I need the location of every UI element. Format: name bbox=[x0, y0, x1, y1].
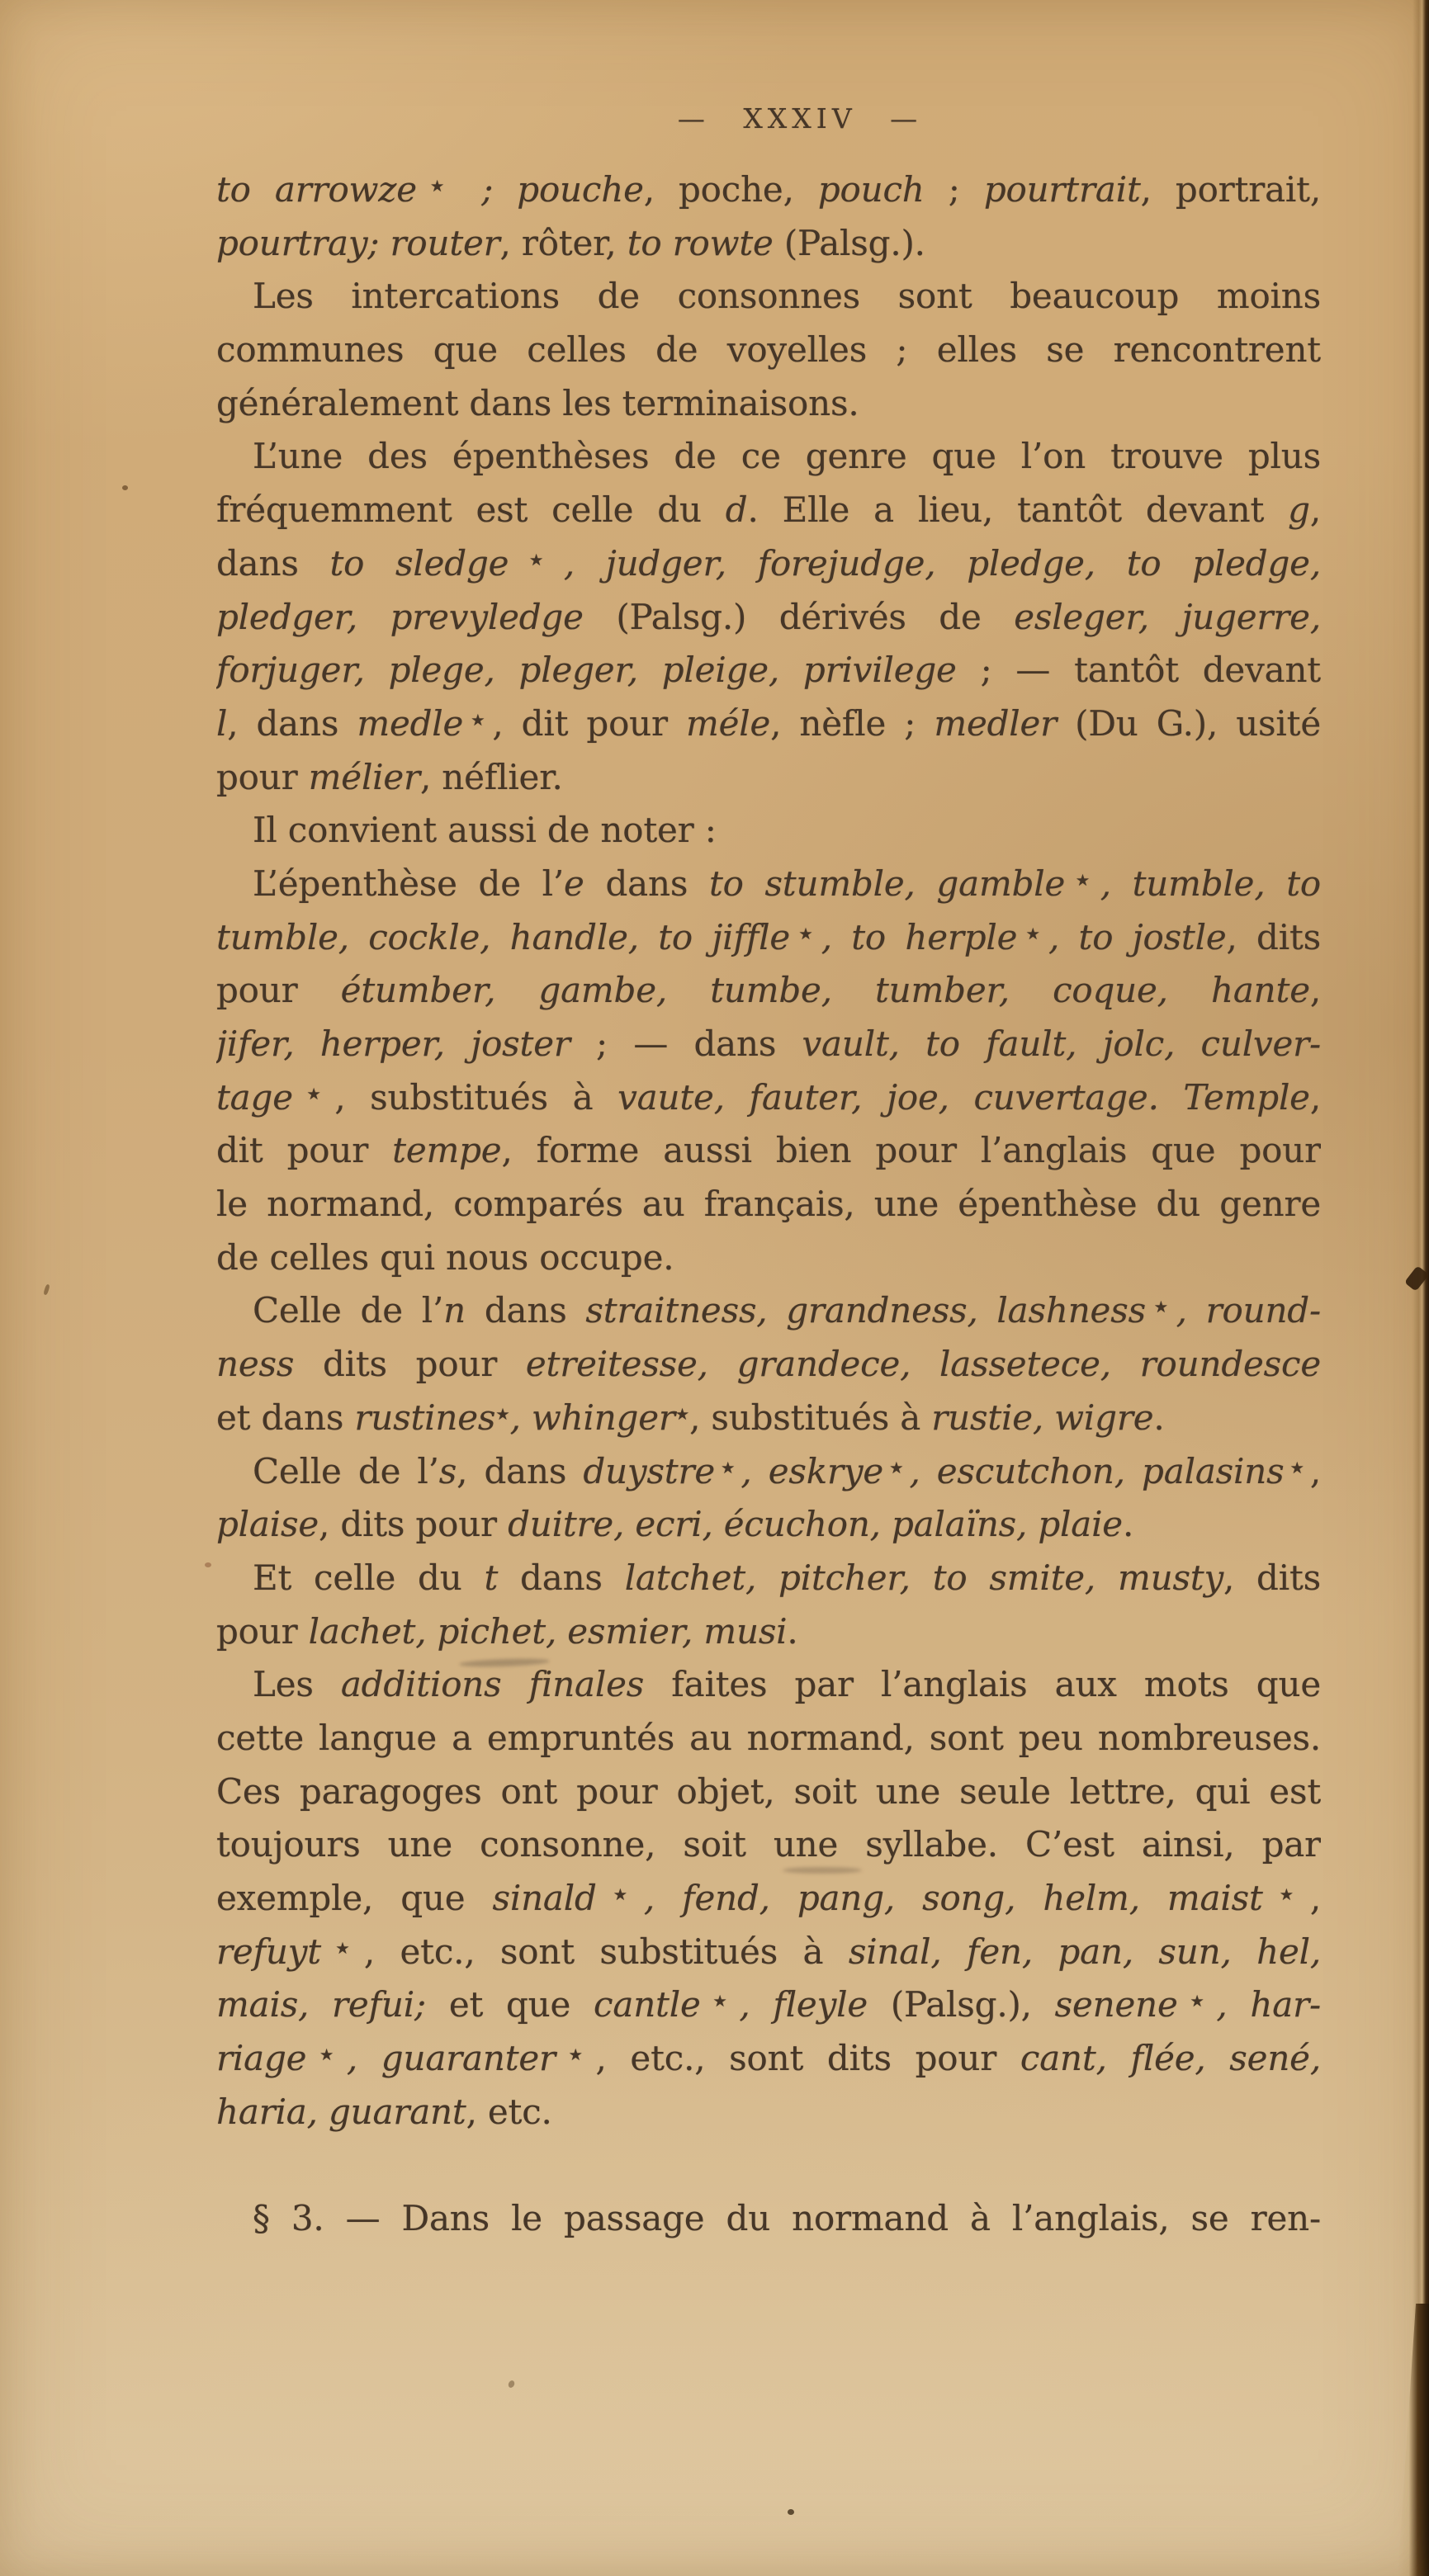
text-segment: esleger, jugerre, bbox=[1014, 596, 1321, 637]
text-segment: , to herple bbox=[821, 916, 1018, 957]
text-segment: jifer, herper, joster bbox=[216, 1023, 570, 1064]
text-segment: medler bbox=[934, 702, 1058, 744]
asterisk-star: ★ bbox=[1017, 924, 1049, 943]
text-line bbox=[216, 1178, 1321, 1231]
text-segment: vaute, fauter, joe, cuvertage. Temple bbox=[617, 1076, 1310, 1118]
text-segment: Ces paragoges ont pour objet, soit une seule lettre, qui est bbox=[216, 1770, 1321, 1812]
paragraph bbox=[216, 1552, 1321, 1658]
text-segment: senene bbox=[1054, 1984, 1178, 2025]
asterisk-star: ★ bbox=[596, 1885, 644, 1905]
asterisk-star: ★ bbox=[883, 1458, 910, 1477]
ink-speck bbox=[788, 2509, 794, 2515]
text-segment: méle bbox=[685, 702, 771, 744]
text-segment: to stumble, gamble bbox=[708, 863, 1066, 904]
text-segment: , guaranter bbox=[346, 2038, 556, 2079]
asterisk-star: ★ bbox=[292, 1084, 335, 1104]
text-line bbox=[216, 217, 1321, 271]
text-segment: rustines bbox=[354, 1397, 496, 1438]
text-segment: additions finales bbox=[340, 1664, 645, 1705]
text-segment: lachet, pichet, esmier, musi bbox=[308, 1610, 788, 1652]
text-segment: , judger, forejudge, pledge, to pledge, bbox=[563, 542, 1321, 584]
text-segment: , bbox=[1309, 1450, 1321, 1491]
text-segment: , dits pour bbox=[319, 1504, 509, 1545]
text-segment: fréquemment est celle du bbox=[216, 489, 726, 531]
text-segment: g bbox=[1288, 489, 1310, 531]
text-segment: mélier bbox=[308, 756, 420, 797]
text-segment: , poche, bbox=[643, 169, 818, 210]
page-number-header: — XXXIV — bbox=[677, 102, 923, 135]
text-segment: , rôter, bbox=[499, 222, 627, 263]
text-segment: , dit pour bbox=[492, 702, 686, 744]
text-line bbox=[216, 430, 1321, 484]
text-segment: tumble, cockle, handle, to jiffle bbox=[216, 916, 790, 957]
text-segment: , etc., sont dits pour bbox=[595, 2038, 1020, 2079]
text-segment: et que bbox=[425, 1984, 594, 2025]
text-segment: Il convient aussi de noter : bbox=[253, 810, 717, 851]
text-line bbox=[216, 2192, 1321, 2246]
text-segment: cantle bbox=[594, 1984, 701, 2025]
text-line bbox=[216, 1445, 1321, 1499]
book-edge-corner-shadow bbox=[1398, 2304, 1429, 2576]
text-segment: , substitués à bbox=[689, 1397, 932, 1438]
text-line bbox=[216, 697, 1321, 751]
text-segment: , dans bbox=[457, 1450, 584, 1491]
asterisk-star: ★ bbox=[509, 550, 564, 570]
text-segment: étumber, gambe, tumbe, tumber, coque, hante bbox=[340, 970, 1310, 1011]
text-segment: L’une des épenthèses de ce genre que l’on trouve plus bbox=[253, 436, 1321, 477]
text-line bbox=[216, 324, 1321, 377]
ink-speck bbox=[507, 2380, 515, 2389]
text-segment: duitre, ecri, écuchon, palaïns, plaie bbox=[508, 1504, 1123, 1545]
text-segment: pledger, prevyledge bbox=[216, 596, 617, 637]
text-segment: haria, guarant bbox=[216, 2091, 466, 2132]
text-segment: ; — tantôt devant bbox=[956, 650, 1321, 691]
asterisk-star: ★ bbox=[306, 2045, 347, 2065]
text-segment: , forme aussi bien pour l’anglais que pour bbox=[501, 1130, 1321, 1171]
text-segment: pour bbox=[216, 756, 309, 797]
text-line bbox=[216, 644, 1321, 697]
text-segment: (Du G.), usité bbox=[1057, 702, 1321, 744]
text-segment: , etc. bbox=[466, 2091, 552, 2132]
text-segment: dans bbox=[466, 1290, 586, 1331]
text-segment: ; bbox=[948, 169, 984, 210]
text-segment: de celles qui nous occupe. bbox=[216, 1236, 674, 1278]
text-line bbox=[216, 484, 1321, 537]
text-segment: . Elle a lieu, tantôt devant bbox=[747, 489, 1289, 531]
text-segment: refuyt bbox=[216, 1931, 321, 1972]
paragraph bbox=[216, 1658, 1321, 2139]
text-segment: medle bbox=[357, 702, 464, 744]
text-segment: latchet, pitcher, to smite, musty bbox=[624, 1557, 1224, 1598]
text-segment: vault, to fault, jolc, culver- bbox=[802, 1023, 1321, 1064]
text-segment: toujours une consonne, soit une syllabe. C’est ainsi, par bbox=[216, 1824, 1321, 1865]
text-line bbox=[216, 1605, 1321, 1659]
text-line bbox=[216, 1018, 1321, 1071]
asterisk-star: ★ bbox=[674, 1404, 690, 1424]
text-line bbox=[216, 1658, 1321, 1712]
text-line bbox=[216, 1712, 1321, 1765]
asterisk-star: ★ bbox=[1145, 1297, 1176, 1317]
text-line bbox=[216, 1926, 1321, 1979]
text-segment: pourtray; router bbox=[216, 222, 500, 263]
paragraph bbox=[216, 1284, 1321, 1444]
text-line bbox=[216, 2032, 1321, 2086]
text-line bbox=[216, 911, 1321, 965]
asterisk-star: ★ bbox=[715, 1458, 741, 1477]
text-segment: l bbox=[216, 702, 228, 744]
text-segment: mais, refui; bbox=[216, 1984, 426, 2025]
text-segment: (Palsg.), bbox=[890, 1984, 1055, 2025]
text-segment: Et celle du bbox=[253, 1557, 485, 1598]
text-line bbox=[216, 591, 1321, 645]
text-line bbox=[216, 1284, 1321, 1338]
ink-speck bbox=[122, 485, 128, 490]
text-segment: , portrait, bbox=[1140, 169, 1321, 210]
text-line bbox=[216, 270, 1321, 324]
text-segment: et dans bbox=[216, 1397, 355, 1438]
asterisk-star: ★ bbox=[416, 177, 458, 196]
text-segment: sinald bbox=[492, 1878, 597, 1918]
text-segment: to sledge bbox=[329, 542, 509, 584]
text-segment: tage bbox=[216, 1076, 293, 1118]
text-segment: to rowte bbox=[627, 222, 784, 263]
text-segment: , har- bbox=[1216, 1984, 1321, 2025]
text-line bbox=[216, 2086, 1321, 2139]
asterisk-star: ★ bbox=[1284, 1458, 1310, 1477]
text-segment: § 3. — Dans le passage du normand à l’anglais, se ren- bbox=[253, 2198, 1321, 2239]
text-segment: faites par l’anglais aux mots que bbox=[644, 1664, 1321, 1705]
text-segment: s bbox=[438, 1450, 457, 1491]
text-segment: , bbox=[1309, 1878, 1321, 1918]
text-segment: rustie, wigre bbox=[931, 1397, 1154, 1438]
text-segment: , bbox=[1309, 970, 1321, 1011]
paragraph bbox=[216, 270, 1321, 430]
text-segment: , etc., sont substitués à bbox=[363, 1931, 849, 1972]
text-segment: n bbox=[443, 1290, 466, 1331]
text-segment: pourtrait bbox=[983, 169, 1141, 210]
text-segment: cant, flée, sené, bbox=[1020, 2038, 1321, 2079]
asterisk-star: ★ bbox=[700, 1992, 740, 2011]
text-segment: Celle de l’ bbox=[253, 1290, 444, 1331]
text-line bbox=[216, 163, 1321, 217]
text-segment: cette langue a empruntés au normand, sont peu nombreuses. bbox=[216, 1717, 1321, 1758]
text-segment: ; pouche bbox=[457, 169, 644, 210]
text-segment: d bbox=[725, 489, 748, 531]
text-segment: t bbox=[484, 1557, 499, 1598]
text-line bbox=[216, 1765, 1321, 1819]
asterisk-star: ★ bbox=[555, 2045, 596, 2065]
text-segment: , bbox=[1309, 489, 1321, 531]
text-line bbox=[216, 1978, 1321, 2032]
text-block bbox=[216, 163, 1321, 2246]
ink-speck bbox=[205, 1562, 211, 1567]
asterisk-star: ★ bbox=[463, 710, 493, 730]
text-segment: , eskrye bbox=[741, 1450, 884, 1491]
text-line bbox=[216, 1071, 1321, 1125]
paragraph bbox=[216, 804, 1321, 858]
text-segment: pour bbox=[216, 970, 341, 1011]
text-segment: , escutchon, palasins bbox=[909, 1450, 1285, 1491]
text-line bbox=[216, 751, 1321, 805]
text-segment: plaise bbox=[216, 1504, 319, 1545]
text-segment: , nèfle ; bbox=[770, 702, 935, 744]
text-segment: dans bbox=[498, 1557, 625, 1598]
text-segment: ness bbox=[216, 1344, 295, 1385]
text-segment: to arrowze bbox=[216, 169, 417, 210]
text-segment: duystre bbox=[583, 1450, 716, 1491]
text-segment: dits pour bbox=[294, 1344, 526, 1385]
asterisk-star: ★ bbox=[1177, 1992, 1217, 2011]
text-segment: straitness, grandness, lashness bbox=[585, 1290, 1146, 1331]
text-segment: , dits bbox=[1223, 1557, 1321, 1598]
text-segment: tempe bbox=[392, 1130, 502, 1171]
text-segment: forjuger, plege, pleger, pleige, privilege bbox=[216, 650, 957, 691]
text-segment: exemple, que bbox=[216, 1878, 493, 1918]
text-line bbox=[216, 1552, 1321, 1605]
asterisk-star: ★ bbox=[1262, 1885, 1310, 1905]
text-segment: communes que celles de voyelles ; elles se rencontrent bbox=[216, 329, 1321, 371]
asterisk-star: ★ bbox=[789, 924, 821, 943]
text-line bbox=[216, 1338, 1321, 1392]
text-segment: , to jostle bbox=[1048, 916, 1227, 957]
text-line bbox=[216, 1818, 1321, 1872]
text-line bbox=[216, 1498, 1321, 1552]
text-line bbox=[216, 858, 1321, 911]
text-segment: , round- bbox=[1176, 1290, 1321, 1331]
text-segment: L’épenthèse de l’ bbox=[253, 863, 565, 904]
text-line bbox=[216, 804, 1321, 858]
text-segment: . bbox=[1153, 1397, 1165, 1438]
text-segment: riage bbox=[216, 2038, 307, 2079]
text-segment: , dits bbox=[1226, 916, 1321, 957]
text-segment: , fleyle bbox=[739, 1984, 891, 2025]
text-segment: , whinger bbox=[509, 1397, 675, 1438]
text-segment: Les intercations de consonnes sont beaucoup moins bbox=[253, 276, 1321, 317]
text-segment: pouch bbox=[817, 169, 949, 210]
text-segment: dans bbox=[584, 863, 709, 904]
paragraph bbox=[216, 430, 1321, 804]
asterisk-star: ★ bbox=[320, 1938, 364, 1958]
text-segment: , fend, pang, song, helm, maist bbox=[643, 1878, 1263, 1918]
paragraph bbox=[216, 858, 1321, 1285]
text-segment: généralement dans les terminaisons. bbox=[216, 382, 859, 423]
text-segment: pour bbox=[216, 1610, 309, 1652]
text-segment: e bbox=[564, 863, 584, 904]
text-line bbox=[216, 1124, 1321, 1178]
text-line bbox=[216, 537, 1321, 591]
text-segment: , bbox=[1309, 1076, 1321, 1118]
text-segment: (Palsg.) dérivés de bbox=[616, 596, 1015, 637]
text-segment: Les bbox=[253, 1664, 341, 1705]
text-line bbox=[216, 1872, 1321, 1926]
text-segment: (Palsg.). bbox=[783, 222, 925, 263]
asterisk-star: ★ bbox=[1065, 870, 1100, 890]
text-segment: , néflier. bbox=[419, 756, 563, 797]
text-segment: le normand, comparés au français, une épenthèse du genre bbox=[216, 1184, 1321, 1225]
text-segment: . bbox=[787, 1610, 798, 1652]
text-line bbox=[216, 1392, 1321, 1445]
text-line bbox=[216, 1231, 1321, 1285]
text-segment: ; — dans bbox=[570, 1023, 802, 1064]
text-segment: etreitesse, grandece, lassetece, roundesce bbox=[525, 1344, 1321, 1385]
text-segment: , dans bbox=[227, 702, 357, 744]
paragraph bbox=[216, 1445, 1321, 1552]
paragraph bbox=[216, 163, 1321, 270]
text-segment: sinal, fen, pan, sun, hel, bbox=[848, 1931, 1321, 1972]
text-line bbox=[216, 964, 1321, 1018]
text-segment: dans bbox=[216, 542, 330, 584]
text-segment: , tumble, to bbox=[1100, 863, 1321, 904]
paragraph bbox=[216, 2192, 1321, 2246]
text-line bbox=[216, 377, 1321, 431]
text-segment: . bbox=[1122, 1504, 1134, 1545]
ink-speck bbox=[43, 1284, 50, 1296]
text-segment: , substitués à bbox=[334, 1076, 618, 1118]
text-segment: Celle de l’ bbox=[253, 1450, 439, 1491]
asterisk-star: ★ bbox=[495, 1404, 510, 1424]
text-segment: dit pour bbox=[216, 1130, 393, 1171]
